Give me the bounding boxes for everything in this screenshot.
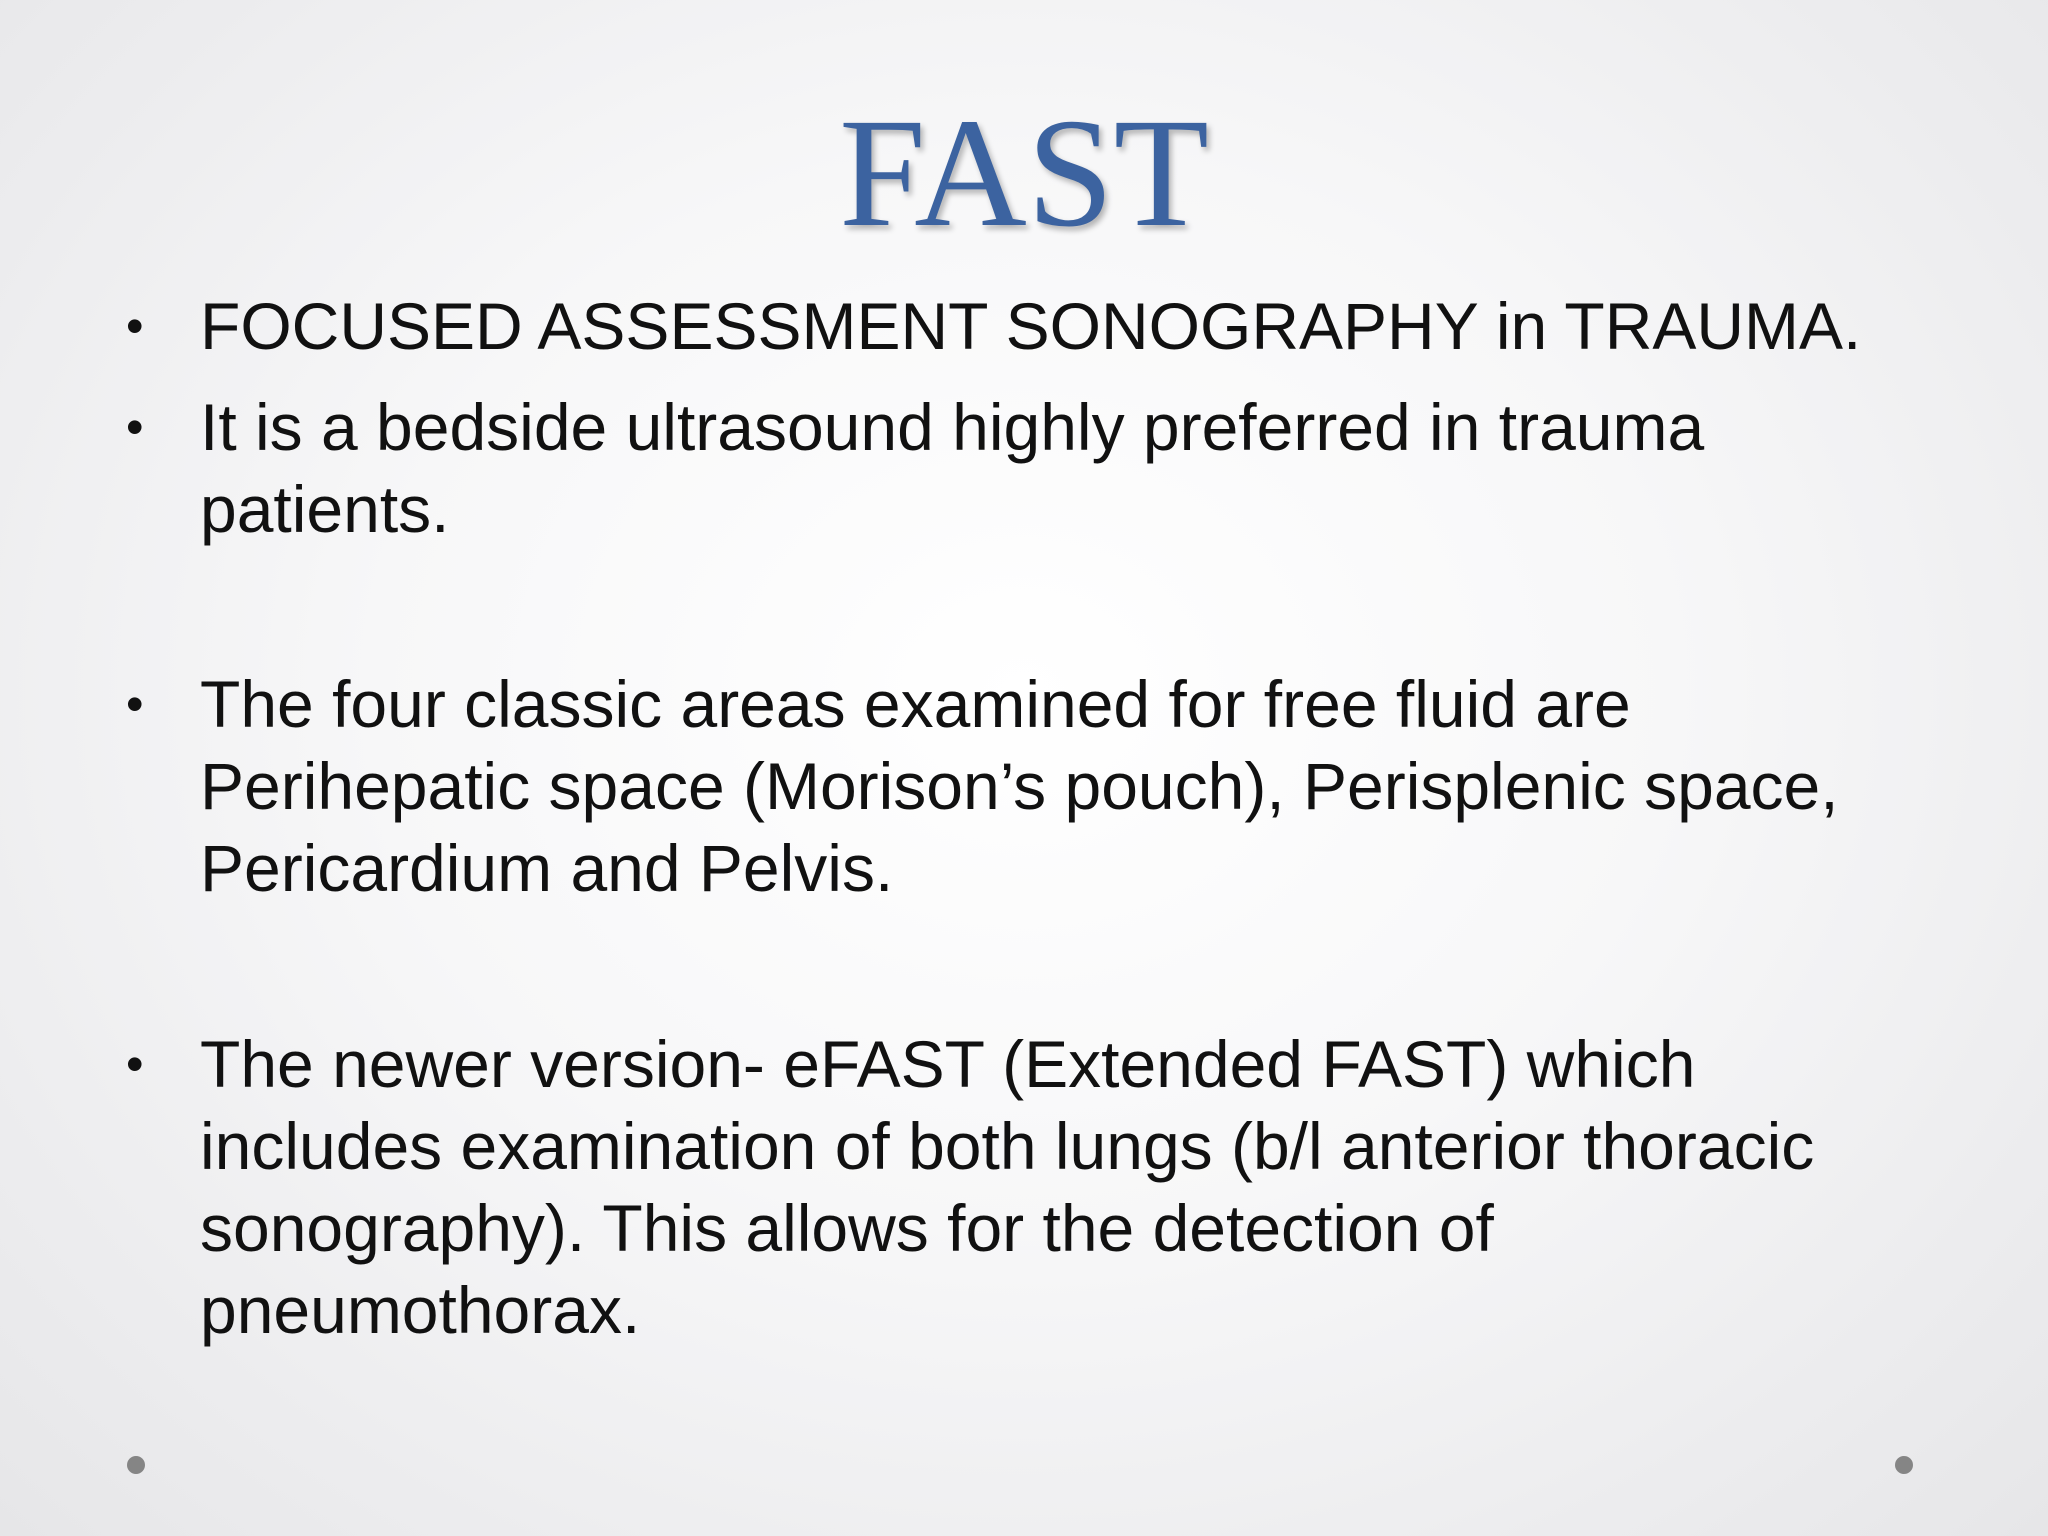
slide-title: FAST [839, 86, 1209, 259]
bullet-item [126, 1023, 1950, 1351]
bullet-text: FOCUSED ASSESSMENT SONOGRAPHY in TRAUMA. [200, 289, 1862, 363]
bullet-item [126, 386, 1950, 550]
bullet-item [126, 285, 1950, 367]
bullet-icon: • [126, 1036, 144, 1092]
bullet-icon: • [126, 399, 144, 455]
bullet-icon: • [126, 298, 144, 354]
bullet-icon: • [126, 676, 144, 732]
bullet-text: It is a bedside ultrasound highly preferred in trauma patients. [200, 390, 1705, 546]
bullet-text: The newer version- eFAST (Extended FAST) which includes examination of both lungs (b/l anterior thoracic sonography). This allows for the detection of pneumothorax. [200, 1027, 1815, 1347]
corner-dot-left-icon [127, 1456, 145, 1474]
bullet-item [126, 663, 1950, 909]
bullet-text: The four classic areas examined for free fluid are Perihepatic space (Morison’s pouch), Perisplenic space, Pericardium and Pelvis. [200, 667, 1839, 905]
corner-dot-right-icon [1895, 1456, 1913, 1474]
